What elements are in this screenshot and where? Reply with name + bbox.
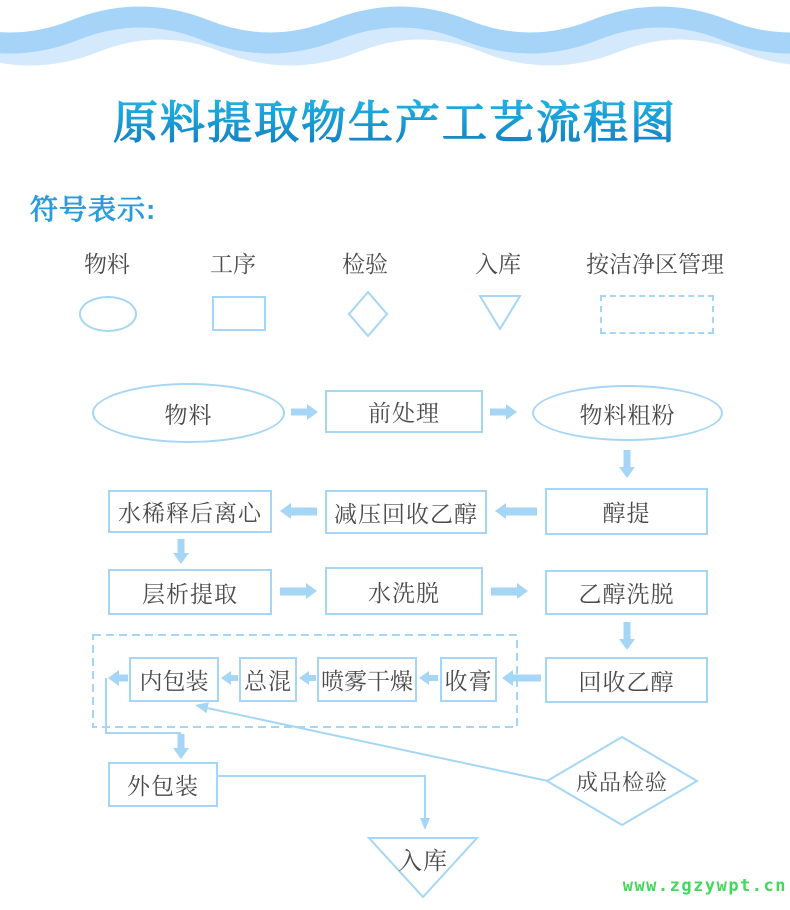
arrow-alcoholextraction-to-vacuumrecovery — [495, 503, 537, 519]
arrowhead-into-warehouse — [420, 818, 430, 830]
legend-label-material: 物料 — [84, 251, 130, 277]
node-total-mixing: 总混 — [239, 657, 297, 702]
legend-label-warehouse: 入库 — [475, 251, 521, 277]
line-outerpack-to-warehouse — [217, 776, 425, 819]
node-outer-packaging: 外包装 — [108, 762, 218, 807]
arrow-pastecollection-to-spraydrying — [419, 671, 438, 685]
arrow-pretreatment-to-coarsepowder — [490, 404, 517, 420]
node-paste-collection: 收膏 — [440, 657, 497, 702]
node-material: 物料 — [92, 383, 285, 443]
node-ethanol-elution: 乙醇洗脱 — [545, 570, 708, 615]
line-inspection-to-innerpack — [207, 708, 548, 781]
legend-label-inspection: 检验 — [342, 251, 388, 277]
legend-label-process: 工序 — [210, 251, 256, 277]
arrow-into-outerpackaging — [173, 734, 189, 759]
node-spray-drying: 喷雾干燥 — [317, 657, 417, 702]
node-water-elution: 水洗脱 — [325, 567, 483, 615]
node-alcohol-extraction: 醇提 — [545, 488, 708, 535]
legend-heading: 符号表示: — [30, 194, 157, 225]
node-ethanol-recovery: 回收乙醇 — [545, 657, 708, 703]
arrow-ethanolrecovery-to-pastecollection — [502, 670, 541, 686]
node-pretreatment: 前处理 — [325, 390, 483, 433]
node-vacuum-recovery: 减压回收乙醇 — [325, 490, 487, 534]
arrow-ethanolelution-to-ethanolrecovery — [619, 622, 635, 650]
watermark: www.zgzywpt.cn — [622, 876, 787, 896]
arrow-spraydrying-to-totalmixing — [299, 671, 316, 685]
arrow-dilutecentrifuge-to-chromatography — [173, 539, 189, 564]
legend-label-cleanroom: 按洁净区管理 — [586, 251, 724, 277]
arrow-vacuumrecovery-to-dilutecentrifuge — [280, 503, 317, 519]
arrow-coarsepowder-to-alcoholextraction — [619, 450, 635, 478]
node-dilute-centrifuge: 水稀释后离心 — [108, 490, 272, 533]
node-chromatography: 层析提取 — [108, 569, 272, 615]
arrow-totalmixing-to-innerpackaging — [221, 671, 238, 685]
node-inner-packaging: 内包装 — [129, 657, 219, 702]
node-product-inspection-label: 成品检验 — [575, 769, 668, 795]
page-title: 原料提取物生产工艺流程图 — [0, 86, 790, 151]
arrow-out-of-innerpackaging — [108, 670, 128, 686]
node-warehousing-label: 入库 — [398, 847, 448, 875]
arrowhead-into-innerpack — [195, 702, 209, 713]
node-coarse-powder: 物料粗粉 — [532, 385, 723, 441]
arrow-waterelution-to-ethanolelution — [491, 583, 528, 599]
arrow-material-to-pretreatment — [291, 404, 318, 420]
arrow-chromatography-to-waterelution — [280, 583, 317, 599]
